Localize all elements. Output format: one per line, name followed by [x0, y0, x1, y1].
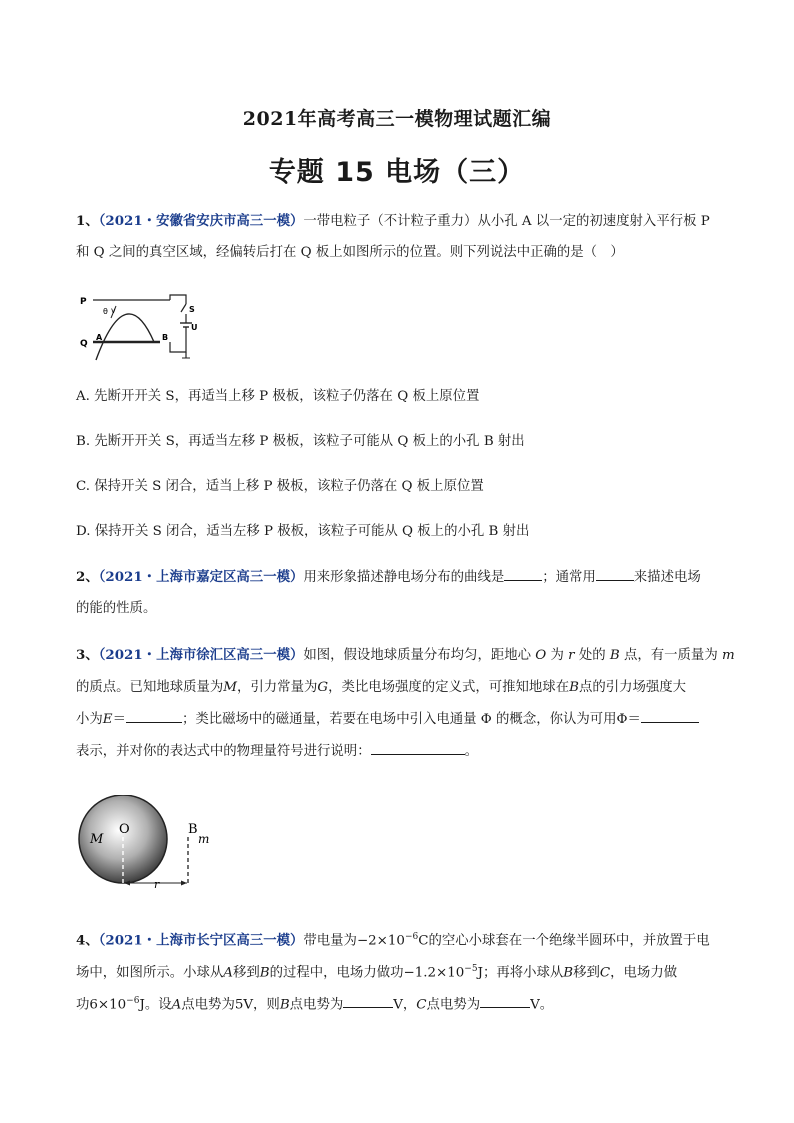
q4-blank-1[interactable]	[343, 995, 393, 1008]
q2-text-c: 来描述电场	[633, 570, 701, 585]
q3-l2-c: ，类比电场强度的定义式，可推知地球在	[328, 680, 570, 695]
label-mass-m: m	[198, 832, 210, 846]
switch-s	[181, 304, 186, 312]
q4-work-1-unit: J	[477, 965, 483, 981]
q4-blank-2[interactable]	[480, 995, 530, 1008]
q2-blank-1[interactable]	[504, 568, 542, 581]
q4-line-2	[76, 960, 726, 982]
q3-l2-d: 点的引力场强度大	[578, 680, 687, 695]
q1-source: （2021・安徽省安庆市高三一模）	[98, 213, 304, 229]
topic-title: 专题 15 电场（三）	[268, 157, 526, 188]
q4-line-3	[76, 992, 726, 1014]
q4-l3-g: 点电势为	[426, 997, 481, 1013]
q3-line-2	[76, 679, 726, 697]
q3-l1-o: O	[535, 648, 547, 663]
q3-l4-a: 表示，并对你的表达式中的物理量符号进行说明：	[76, 744, 371, 759]
circuit-wire-top	[170, 295, 186, 304]
q4-unit-2: V	[530, 997, 540, 1013]
q3-l3-E: E	[102, 712, 113, 727]
q2-line-1	[76, 568, 726, 587]
q3-l3-b: ；类比磁场中的磁通量，若要在电场中引入电通量 Φ 的概念，你认为可用Φ＝	[181, 712, 641, 727]
q2-number: 2、	[76, 569, 99, 585]
q4-l3-A: A	[171, 997, 182, 1013]
q2-line-2: 的能的性质。	[76, 601, 157, 616]
q4-work-1: −1.2×10	[403, 965, 465, 981]
q3-l2-a: 的质点。已知地球质量为	[76, 680, 224, 695]
q4-l2-B: B	[259, 965, 270, 981]
label-p: P	[80, 297, 87, 307]
label-a: A	[96, 333, 103, 342]
q4-l3-end: 。	[539, 997, 554, 1013]
q1-option-d: D. 保持开关 S 闭合，适当左移 P 极板，该粒子可能从 Q 板上的小孔 B 射出	[76, 524, 530, 539]
q4-l2-A: A	[223, 965, 233, 981]
q4-l3-b: 。设	[144, 997, 172, 1013]
q4-l2-e: 移到	[573, 965, 600, 981]
q4-l3-f: ，	[402, 997, 417, 1013]
q3-l1-m: m	[721, 648, 735, 663]
trajectory	[96, 314, 154, 360]
q3-l2-b: ，引力常量为	[237, 680, 318, 695]
q3-l1-c: 处的	[574, 648, 610, 663]
q4-work-1-exp: −5	[464, 964, 478, 974]
label-center-o: O	[119, 822, 130, 837]
q4-l2-c: 的过程中，电场力做功	[269, 965, 404, 981]
circuit-wire-bottom	[170, 327, 186, 352]
q3-l2-B: B	[569, 680, 579, 695]
q4-l2-B2: B	[563, 965, 574, 981]
q3-l1-d: 点，有一质量为	[619, 648, 722, 663]
q1-option-a: A. 先断开开关 S，再适当上移 P 极板，该粒子仍落在 Q 板上原位置	[76, 389, 480, 404]
q3-l1-bpoint: B	[609, 648, 620, 663]
q3-l1-r: r	[568, 648, 575, 663]
q2-blank-2[interactable]	[596, 568, 634, 581]
q1-line-2: 和 Q 之间的真空区域，经偏转后打在 Q 板上如图所示的位置。则下列说法中正确的是（ ）	[76, 245, 624, 260]
q3-source: （2021・上海市徐汇区高三一模）	[98, 647, 304, 663]
label-q: Q	[80, 339, 88, 349]
q3-line-3	[76, 710, 726, 729]
q4-l3-B: B	[279, 997, 290, 1013]
q2-text-a: 用来形象描述静电场分布的曲线是	[303, 570, 505, 585]
label-b: B	[162, 333, 169, 342]
q3-l3-eq: ＝	[112, 712, 126, 727]
q4-source: （2021・上海市长宁区高三一模）	[98, 932, 304, 949]
q1-number: 1、	[76, 213, 99, 229]
q4-unit-1: V	[393, 997, 403, 1013]
q3-earth-figure	[76, 795, 226, 895]
q4-l3-C: C	[416, 997, 427, 1013]
q4-potential-a: 5V	[234, 997, 254, 1013]
label-earth-mass: M	[90, 832, 104, 847]
q3-l3-a: 小为	[76, 712, 103, 727]
q4-l2-b: 移到	[232, 965, 260, 981]
q4-work-2: 6×10	[89, 997, 127, 1013]
header-title: 2021年高考高三一模物理试题汇编	[242, 108, 552, 130]
q2-source: （2021・上海市嘉定区高三一模）	[98, 569, 304, 585]
q1-line-1	[76, 212, 726, 231]
q1-text-1: 一带电粒子（不计粒子重力）从小孔 A 以一定的初速度射入平行板 P	[303, 214, 710, 229]
q1-option-b: B. 先断开开关 S，再适当左移 P 极板，该粒子可能从 Q 板上的小孔 B 射出	[76, 434, 525, 449]
q4-work-2-unit: J	[139, 997, 145, 1013]
r-arrow-right	[181, 881, 187, 886]
q4-charge: −2×10	[356, 933, 405, 949]
q4-l1-b: 的空心小球套在一个绝缘半圆环中，并放置于电	[428, 933, 710, 949]
q3-blank-3[interactable]	[371, 742, 465, 755]
q3-line-4	[76, 742, 726, 761]
q3-l2-G: G	[317, 680, 329, 695]
label-s: S	[189, 305, 195, 314]
q3-number: 3、	[76, 647, 99, 663]
q4-charge-exp: −6	[404, 932, 419, 942]
q4-l3-e: 点电势为	[289, 997, 344, 1013]
q4-number: 4、	[76, 932, 99, 949]
q3-l4-end: 。	[464, 744, 478, 759]
q4-l2-a: 场中，如图所示。小球从	[76, 965, 224, 981]
q3-l1-a: 如图，假设地球质量分布均匀，距地心	[303, 648, 536, 663]
q4-charge-unit: C	[418, 933, 429, 949]
q4-l3-d: ，则	[253, 997, 280, 1013]
label-point-b: B	[188, 822, 198, 837]
q4-work-2-exp: −6	[126, 996, 140, 1006]
q4-l2-C: C	[599, 965, 611, 981]
label-u: U	[191, 323, 198, 332]
q4-l2-f: ，电场力做	[610, 965, 678, 981]
q1-option-c: C. 保持开关 S 闭合，适当上移 P 极板，该粒子仍落在 Q 板上原位置	[76, 479, 484, 494]
q4-l3-c: 点电势为	[181, 997, 235, 1013]
q4-line-1	[76, 928, 726, 950]
label-radius-r: r	[154, 878, 160, 891]
q3-blank-2[interactable]	[641, 710, 699, 723]
q4-l2-d: ；再将小球从	[482, 965, 564, 981]
q2-text-b: ；通常用	[542, 570, 596, 585]
q4-l1-a: 带电量为	[303, 933, 357, 949]
q4-l3-a: 功	[76, 997, 90, 1013]
q3-l2-M: M	[223, 680, 238, 695]
label-v: v	[111, 306, 116, 315]
q3-line-1	[76, 646, 735, 665]
label-theta: θ	[103, 307, 108, 316]
q1-capacitor-figure	[78, 290, 218, 365]
q3-l1-b: 为	[546, 648, 569, 663]
q3-blank-1[interactable]	[126, 710, 182, 723]
